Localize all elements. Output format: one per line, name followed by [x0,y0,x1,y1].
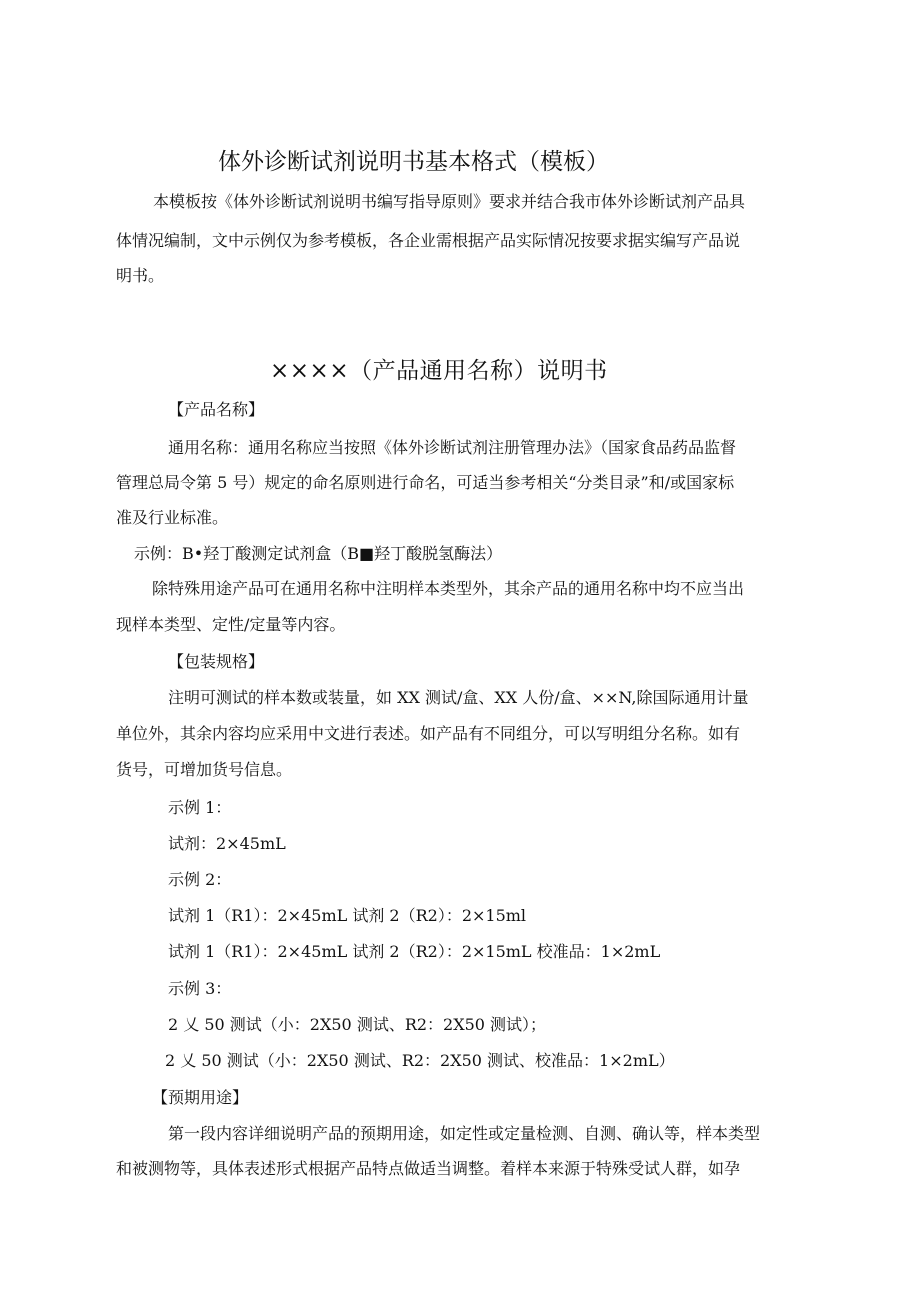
intro-line: 明书。 [116,266,165,285]
intro-line: 本模板按《体外诊断试剂说明书编写指导原则》要求并结合我市体外诊断试剂产品具 [153,192,746,211]
paragraph-line: 注明可测试的样本数或装量，如 XX 测试/盒、XX 人份/盒、××N,除国际通用计量 [168,688,749,707]
paragraph-line: 货号，可增加货号信息。 [116,760,293,779]
section-heading-intended-use: 【预期用途】 [152,1088,249,1107]
example-line: 2 乂 50 测试（小：2X50 测试、R2：2X50 测试、校准品：1×2mL） [165,1051,675,1070]
example-line: 试剂 1（R1）：2×45mL 试剂 2（R2）：2×15mL 校准品：1×2mL [168,942,661,961]
example-line: 示例 1： [168,798,232,817]
section-heading-packaging: 【包装规格】 [168,652,265,671]
example-line: 2 乂 50 测试（小：2X50 测试、R2：2X50 测试）； [168,1015,547,1034]
paragraph-line: 现样本类型、定性/定量等内容。 [116,615,346,634]
section-heading-product-name: 【产品名称】 [168,400,265,419]
example-line: 示例：B•羟丁酸测定试剂盒（B■羟丁酸脱氢酶法） [134,544,503,563]
paragraph-line: 管理总局令第 5 号）规定的命名原则进行命名，可适当参考相关“分类目录”和/或国家标 [116,473,735,492]
example-line: 试剂 1（R1）：2×45mL 试剂 2（R2）：2×15ml [168,906,527,925]
example-line: 示例 2： [168,870,232,889]
document-title: 体外诊断试剂说明书基本格式（模板） [218,149,609,175]
paragraph-line: 单位外，其余内容均应采用中文进行表述。如产品有不同组分，可以写明组分名称。如有 [116,724,741,743]
paragraph-line: 准及行业标准。 [116,508,229,527]
paragraph-line: 通用名称：通用名称应当按照《体外诊断试剂注册管理办法》（国家食品药品监督 [168,438,737,457]
paragraph-line: 除特殊用途产品可在通用名称中注明样本类型外，其余产品的通用名称中均不应当出 [152,579,745,598]
document-subtitle: ××××（产品通用名称）说明书 [270,358,608,384]
paragraph-line: 和被测物等，具体表述形式根据产品特点做适当调整。着样本来源于特殊受试人群，如孕 [116,1159,741,1178]
intro-line: 体情况编制，文中示例仅为参考模板，各企业需根据产品实际情况按要求据实编写产品说 [116,231,741,250]
example-line: 试剂：2×45mL [168,834,286,853]
paragraph-line: 第一段内容详细说明产品的预期用途，如定性或定量检测、自测、确认等，样本类型 [168,1124,761,1143]
example-line: 示例 3： [168,979,232,998]
